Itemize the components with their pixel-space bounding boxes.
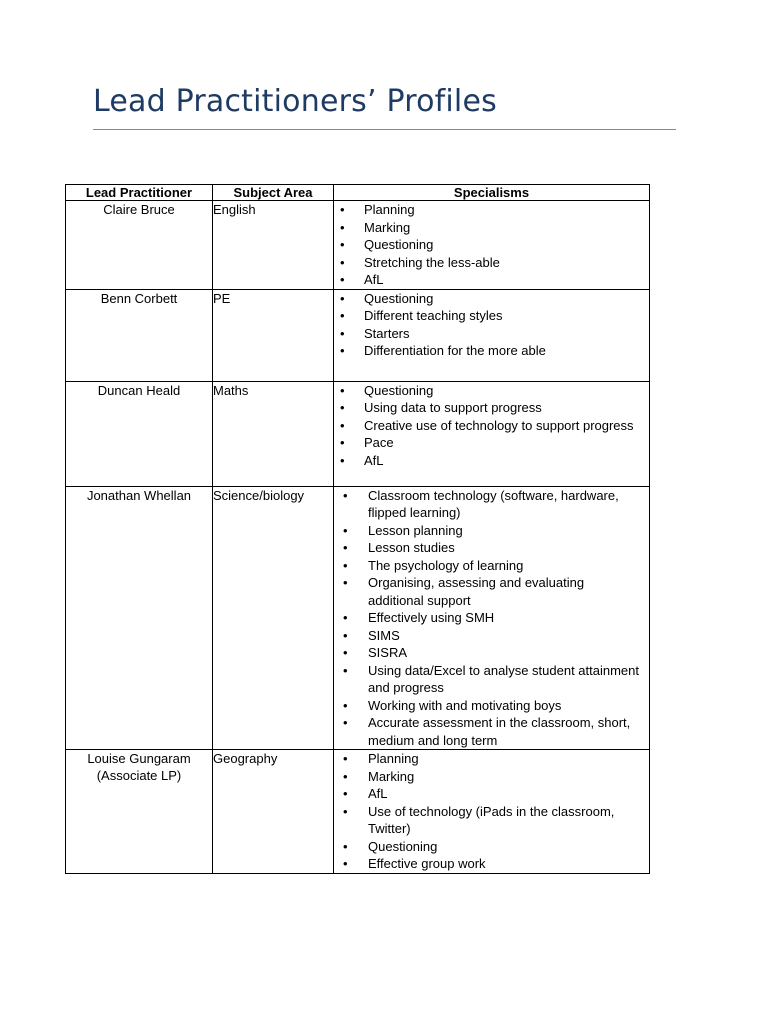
specialisms-list <box>334 382 649 470</box>
list-item: • AfL <box>334 452 649 470</box>
list-item: • Organising, assessing and evaluating additional support <box>334 574 649 609</box>
list-item: • Using data to support progress <box>334 399 649 417</box>
table-row <box>66 201 650 290</box>
specialisms-cell <box>334 486 650 750</box>
list-item: • Marking <box>334 219 649 237</box>
list-item: • Classroom technology (software, hardware, flipped learning) <box>334 487 649 522</box>
subject-cell <box>213 201 334 290</box>
subject-cell <box>213 750 334 874</box>
list-item: • Effectively using SMH <box>334 609 649 627</box>
list-item: • AfL <box>334 271 649 289</box>
list-item: • Questioning <box>334 290 649 308</box>
subject-area: Maths <box>213 382 249 398</box>
list-item: • Working with and motivating boys <box>334 697 649 715</box>
list-item: • Lesson studies <box>334 539 649 557</box>
subject-cell <box>213 289 334 381</box>
subject-cell <box>213 486 334 750</box>
title-underline <box>93 129 676 130</box>
specialisms-cell <box>334 381 650 486</box>
practitioner-role-note: (Associate LP) <box>96 768 182 783</box>
header-lead-practitioner: Lead Practitioner <box>66 185 213 201</box>
subject-cell <box>213 381 334 486</box>
table-row <box>66 381 650 486</box>
subject-area: Geography <box>213 751 278 766</box>
list-item: • Questioning <box>334 382 649 400</box>
list-item: • Effective group work <box>334 855 649 873</box>
name-cell <box>66 289 213 381</box>
list-item: • Creative use of technology to support progress <box>334 417 649 435</box>
list-item: • Use of technology (iPads in the classroom, Twitter) <box>334 803 649 838</box>
table-row <box>66 289 650 381</box>
list-item: • SIMS <box>334 627 649 645</box>
page-title: Lead Practitioners’ Profiles <box>93 84 497 119</box>
list-item: • The psychology of learning <box>334 557 649 575</box>
list-item: • SISRA <box>334 644 649 662</box>
practitioner-name: Louise Gungaram <box>87 751 191 766</box>
subject-area: PE <box>213 290 231 306</box>
name-cell <box>66 201 213 290</box>
list-item: • Pace <box>334 434 649 452</box>
list-item: • Starters <box>334 325 649 343</box>
list-item: • Questioning <box>334 838 649 856</box>
profiles-table <box>65 184 650 874</box>
list-item: • Marking <box>334 768 649 786</box>
specialisms-list <box>334 290 649 360</box>
list-item: • Accurate assessment in the classroom, short, medium and long term <box>334 714 649 749</box>
list-item: • Differentiation for the more able <box>334 342 649 360</box>
name-cell <box>66 486 213 750</box>
list-item: • AfL <box>334 785 649 803</box>
specialisms-list <box>334 487 649 750</box>
list-item: • Questioning <box>334 236 649 254</box>
table-header-row <box>66 185 650 201</box>
practitioner-name: Claire Bruce <box>103 202 175 217</box>
practitioner-name: Benn Corbett <box>100 290 178 306</box>
specialisms-list <box>334 201 649 289</box>
practitioner-name: Jonathan Whellan <box>86 487 192 503</box>
specialisms-cell <box>334 289 650 381</box>
practitioner-name: Duncan Heald <box>97 382 181 398</box>
list-item: • Different teaching styles <box>334 307 649 325</box>
specialisms-cell <box>334 201 650 290</box>
header-subject-area: Subject Area <box>213 185 334 201</box>
specialisms-list <box>334 750 649 873</box>
specialisms-cell <box>334 750 650 874</box>
subject-area: English <box>213 202 256 217</box>
header-specialisms: Specialisms <box>334 185 650 201</box>
list-item: • Planning <box>334 750 649 768</box>
name-cell <box>66 381 213 486</box>
name-cell <box>66 750 213 874</box>
table-row <box>66 486 650 750</box>
subject-area: Science/biology <box>213 487 305 503</box>
list-item: • Using data/Excel to analyse student attainment and progress <box>334 662 649 697</box>
table-row <box>66 750 650 874</box>
list-item: • Lesson planning <box>334 522 649 540</box>
list-item: • Stretching the less-able <box>334 254 649 272</box>
list-item: • Planning <box>334 201 649 219</box>
